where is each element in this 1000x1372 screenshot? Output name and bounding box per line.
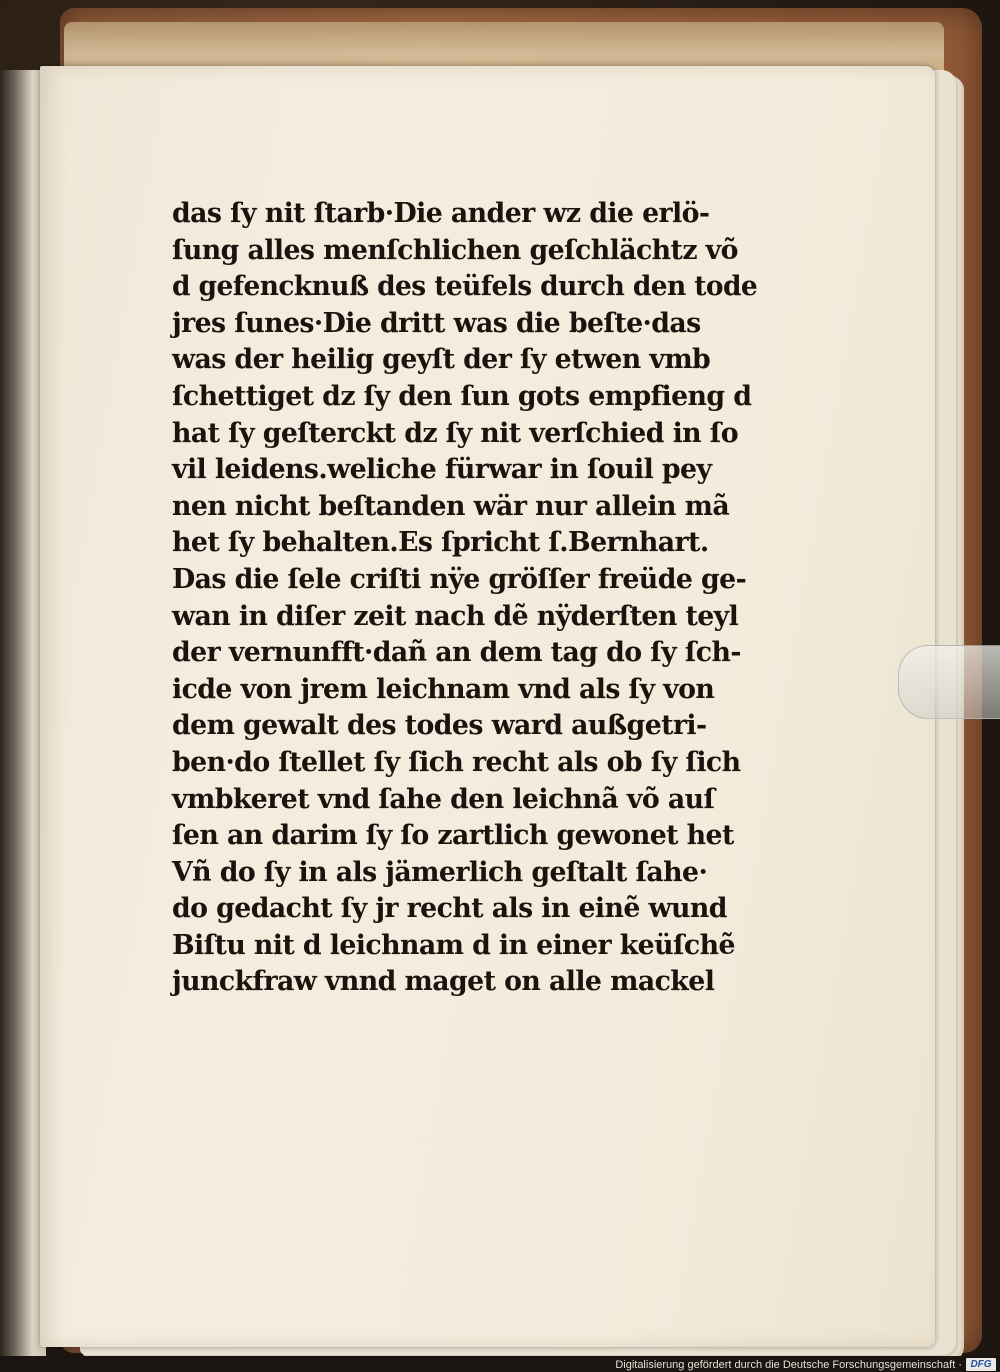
text-line: Biſtu nit d leichnam d in einer keüſchẽ xyxy=(172,929,735,961)
text-line: ben·do ſtellet ſy ſich recht als ob ſy ſich xyxy=(172,746,741,778)
page-clip xyxy=(898,645,1000,719)
text-line: icde von jrem leichnam vnd als ſy von xyxy=(172,673,715,705)
text-line: hat ſy geſterckt dz ſy nit verſchied in ſo xyxy=(172,417,738,449)
footer-bar xyxy=(0,1356,1000,1372)
text-line: dem gewalt des todes ward außgetri- xyxy=(172,710,707,742)
text-line: der vernunfft·dañ an dem tag do ſy ſch- xyxy=(172,637,741,669)
text-line: vmbkeret vnd ſahe den leichnã võ auſ xyxy=(172,783,715,815)
text-line: d gefencknuß des teüfels durch den tode xyxy=(172,271,758,303)
funding-credit: Digitalisierung gefördert durch die Deutsche Forschungsgemeinschaft · xyxy=(615,1359,962,1371)
text-line: do gedacht ſy jr recht als in einẽ wund xyxy=(172,893,727,925)
text-line: Das die ſele criſti nÿe gröſſer freüde ge- xyxy=(172,563,747,595)
text-line: das ſy nit ſtarb·Die ander wz die erlö- xyxy=(172,198,710,229)
text-block xyxy=(172,196,762,1001)
text-line: junckfraw vnnd maget on alle mackel xyxy=(172,966,715,998)
text-line: nen nicht beſtanden wär nur allein mã xyxy=(172,490,730,522)
text-line: Vñ do ſy in als jämerlich geſtalt ſahe· xyxy=(172,856,708,888)
text-line: het ſy behalten.Es ſpricht ſ.Bernhart. xyxy=(172,527,709,559)
text-line: jres ſunes·Die dritt was die beſte·das xyxy=(172,307,701,339)
dfg-logo[interactable]: DFG xyxy=(966,1358,996,1371)
text-line: ſung alles menſchlichen geſchlächtz võ xyxy=(172,234,738,266)
text-line: was der heilig geyſt der ſy etwen vmb xyxy=(172,344,711,376)
text-line: ſchettiget dz ſy den ſun gots empfieng d xyxy=(172,380,752,412)
text-line: ſen an darim ſy ſo zartlich gewonet het xyxy=(172,820,734,852)
text-line: vil leidens.weliche fürwar in ſouil pey xyxy=(172,454,712,486)
text-line: wan in diſer zeit nach dẽ nÿderſten teyl xyxy=(172,600,739,632)
